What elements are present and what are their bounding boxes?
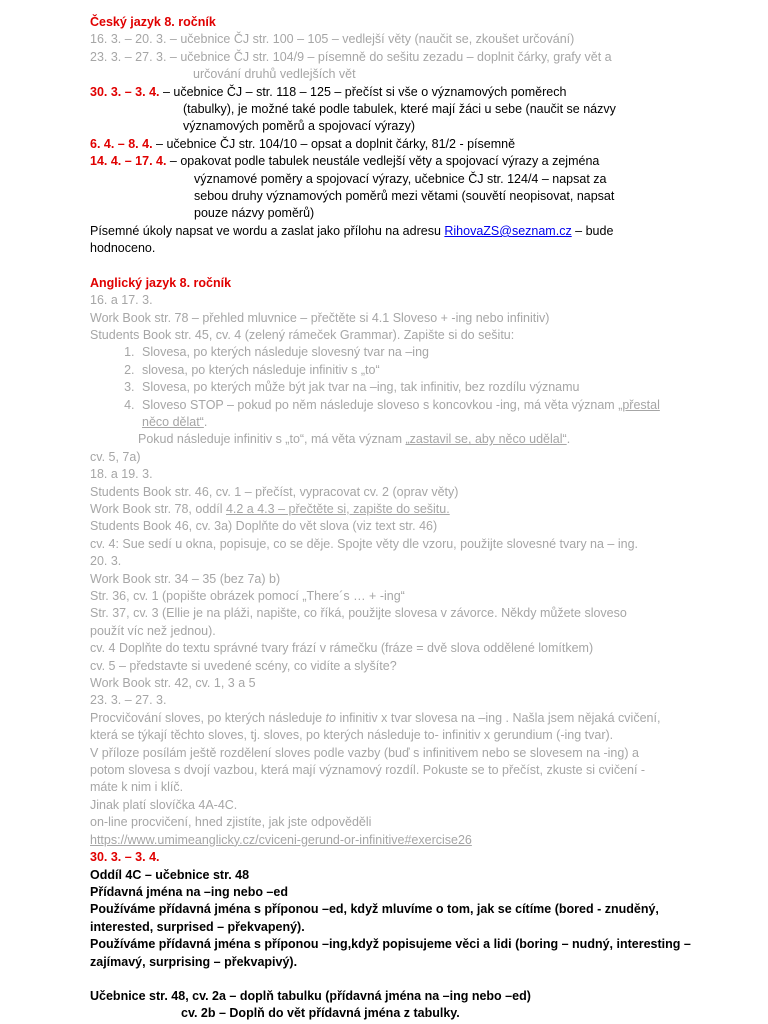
- bold-line-2: Přídavná jména na –ing nebo –ed: [90, 884, 288, 899]
- czech-line-3b: (tabulky), je možné také podle tabulek, které mají žáci u sebe (naučit se názvy: [183, 102, 616, 117]
- list-item: 3. Slovesa, po kterých může být jak tvar na –ing, tak infinitiv, bez rozdílu významu: [138, 379, 748, 396]
- czech-note-end: hodnoceno.: [90, 241, 156, 256]
- practice-text: Procvičování sloves, po kterých následuje: [90, 710, 326, 725]
- date-18-19: 18. a 19. 3.: [90, 467, 153, 482]
- bold-line-6: zajímavý, surprising – překvapivý).: [90, 954, 298, 969]
- note-text: – bude: [571, 223, 614, 238]
- practice-line-6: Jinak platí slovíčka 4A-4C.: [90, 797, 238, 812]
- czech-line-4: [90, 136, 748, 153]
- czech-line-2a: 23. 3. – 27. 3. – učebnice ČJ str. 104/9 – písemně do sešitu zezadu – doplnit čárky, grafy vět a: [90, 49, 612, 64]
- bold-line-4: interested, surprised – překvapený).: [90, 919, 305, 934]
- practice-text: infinitiv x tvar slovesa na –ing . Našla jsem nějaká cvičení,: [335, 710, 661, 725]
- stop-meaning-link: „přestal: [618, 397, 660, 412]
- bold-line-5: Používáme přídavná jména s příponou –ing,když popisujeme věci a lidi (boring – nudný, interesting –: [90, 937, 691, 952]
- exercise-4b: cv. 4 Doplňte do textu správné tvary frází v rámečku (fráze = dvě slova oddělené lomítkem): [90, 641, 594, 656]
- practice-line-4: potom slovesa s dvojí vazbou, která mají významový rozdíl. Pokuste se to přečíst, zkuste si cvičení -: [90, 763, 646, 778]
- exercise-line: cv. 5, 7a): [90, 449, 141, 464]
- practice-line-3: V příloze posílám ještě rozdělení sloves podle vazby (buď s infinitivem nebo se slovesem na -ing) a: [90, 745, 639, 760]
- exercise-url-link[interactable]: https://www.umimeanglicky.cz/cviceni-gerund-or-infinitive#exercise26: [90, 832, 472, 847]
- exercise-5: cv. 5 – představte si uvedené scény, co vidíte a slyšíte?: [90, 658, 397, 673]
- date-23-27: 23. 3. – 27. 3.: [90, 693, 167, 708]
- bold-line-8: cv. 2b – Doplň do vět přídavná jména z tabulky.: [181, 1006, 460, 1021]
- date-label: 30. 3. – 3. 4.: [90, 84, 160, 99]
- item-end: .: [566, 432, 571, 447]
- email-link[interactable]: RihovaZS@seznam.cz: [444, 223, 572, 238]
- bold-line-1: Oddíl 4C – učebnice str. 48: [90, 867, 250, 882]
- item-text: Pokud následuje infinitiv s „to“, má věta význam: [138, 432, 406, 447]
- czech-line-1: 16. 3. – 20. 3. – učebnice ČJ str. 100 – 105 – vedlejší věty (naučit se, zkoušet určování): [90, 32, 575, 47]
- practice-line-2: která se týkají těchto sloves, tj. sloves, po kterých následuje to- infinitiv x gerundium (-ing tvar).: [90, 728, 614, 743]
- grammar-list: [90, 344, 748, 431]
- bold-line-3: Používáme přídavná jména s příponou –ed, když mluvíme o tom, jak se cítíme (bored - znuděný,: [90, 902, 659, 917]
- czech-line-5d: pouze názvy poměrů): [194, 206, 315, 221]
- str-37a: Str. 37, cv. 3 (Ellie je na pláži, napište, co říká, použijte slovesa v závorce. Někdy můžete sloveso: [90, 606, 627, 621]
- students-book-46: Students Book str. 46, cv. 1 – přečíst, vypracovat cv. 2 (oprav věty): [90, 484, 459, 499]
- wb-underlined: 4.2 a 4.3 – přečtěte si, zapište do sešitu.: [225, 501, 450, 516]
- date-label: 6. 4. – 8. 4.: [90, 136, 153, 151]
- czech-line-3c: významových poměrů a spojovací výrazy): [183, 119, 416, 134]
- workbook-34: Work Book str. 34 – 35 (bez 7a) b): [90, 571, 281, 586]
- english-heading: Anglický jazyk 8. ročník: [90, 275, 232, 290]
- date-30-3: 30. 3. – 3. 4.: [90, 850, 160, 865]
- list-item: [138, 397, 748, 432]
- czech-note: [90, 223, 748, 240]
- practice-line-5: máte k nim i klíč.: [90, 780, 184, 795]
- students-book-line: Students Book str. 45, cv. 4 (zelený rámeček Grammar). Zapište si do sešitu:: [90, 327, 515, 342]
- practice-line-1: [90, 710, 748, 727]
- czech-line-5c: sebou druhy významových poměrů mezi větami (souvětí neopisovat, napsat: [194, 189, 615, 204]
- workbook-line: Work Book str. 78 – přehled mluvnice – přečtěte si 4.1 Sloveso + -ing nebo infinitiv): [90, 310, 550, 325]
- bold-line-7: Učebnice str. 48, cv. 2a – doplň tabulku (přídavná jména na –ing nebo –ed): [90, 988, 531, 1003]
- stop-infinitive-link: „zastavil se, aby něco udělal“: [405, 432, 567, 447]
- item-text: Sloveso STOP – pokud po něm následuje sloveso s koncovkou -ing, má věta význam: [142, 397, 619, 412]
- czech-text: – učebnice ČJ str. 104/10 – opsat a doplnit čárky, 81/2 - písemně: [152, 136, 516, 151]
- note-text: Písemné úkoly napsat ve wordu a zaslat jako přílohu na adresu: [90, 223, 445, 238]
- practice-line-7: on-line procvičení, hned zjistíte, jak jste odpověděli: [90, 815, 372, 830]
- practice-italic: to: [325, 710, 336, 725]
- date-16-17: 16. a 17. 3.: [90, 293, 153, 308]
- czech-text: – učebnice ČJ – str. 118 – 125 – přečíst si vše o významových poměrech: [159, 84, 567, 99]
- workbook-42: Work Book str. 42, cv. 1, 3 a 5: [90, 676, 256, 691]
- str-37b: použít víc než jednou).: [90, 623, 216, 638]
- date-label: 14. 4. – 17. 4.: [90, 154, 167, 169]
- str-36: Str. 36, cv. 1 (popište obrázek pomocí „There´s … + -ing“: [90, 589, 405, 603]
- date-20: 20. 3.: [90, 554, 122, 569]
- czech-line-3a: [90, 84, 748, 101]
- stop-meaning-link-2: něco dělat“: [142, 414, 204, 429]
- students-book-46b: Students Book 46, cv. 3a) Doplňte do vět slova (viz text str. 46): [90, 519, 438, 534]
- list-item: 2. slovesa, po kterých následuje infinitiv s „to“: [138, 362, 748, 379]
- czech-text: – opakovat podle tabulek neustále vedlejší věty a spojovací výrazy a zejména: [166, 154, 600, 169]
- item-end: .: [203, 414, 208, 429]
- wb-text: Work Book str. 78, oddíl: [90, 501, 226, 516]
- czech-line-5b: významové poměry a spojovací výrazy, učebnice ČJ str. 124/4 – napsat za: [194, 171, 607, 186]
- workbook-78: [90, 501, 748, 518]
- czech-line-2b: určování druhů vedlejších vět: [193, 67, 356, 82]
- czech-heading: Český jazyk 8. ročník: [90, 15, 216, 29]
- list-item: 1. Slovesa, po kterých následuje slovesný tvar na –ing: [138, 344, 748, 361]
- exercise-4: cv. 4: Sue sedí u okna, popisuje, co se děje. Spojte věty dle vzoru, použijte slovesné tvary na – ing.: [90, 536, 639, 551]
- list-sub-line: [90, 431, 748, 448]
- czech-line-5a: [90, 153, 748, 170]
